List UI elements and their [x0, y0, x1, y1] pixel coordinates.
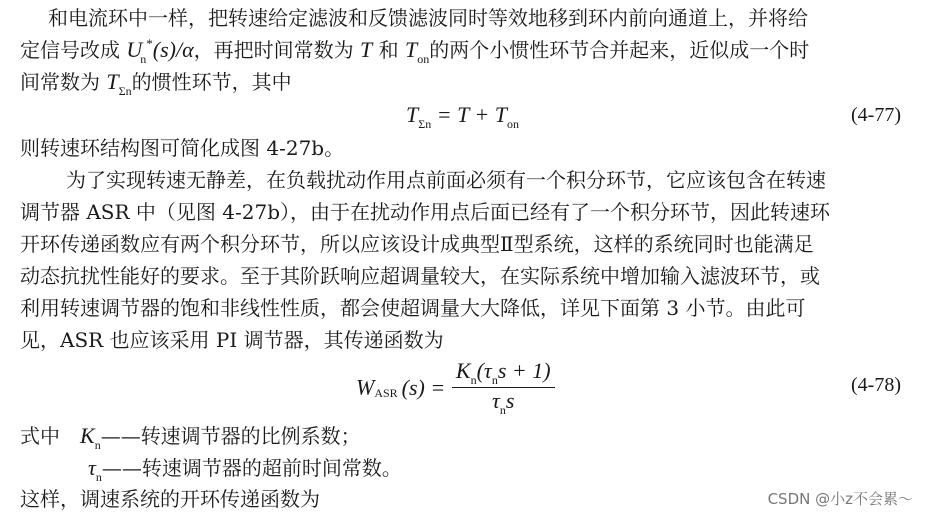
text: 和: [372, 38, 405, 62]
definition-text: ——转速调节器的比例系数；: [100, 424, 361, 448]
expression: (s)/α: [152, 37, 194, 62]
equation-lhs-arg: (s) =: [401, 374, 446, 400]
para2-line3: 开环传递函数应有两个积分环节，所以应该设计成典型Ⅱ型系统，这样的系统同时也能满足: [20, 232, 814, 256]
symbol-Ton: T: [404, 37, 418, 62]
superscript: *: [146, 36, 153, 51]
para2-line4: 动态抗扰性能好的要求。至于其阶跃响应超调量较大，在实际系统中增加输入滤波环节，或: [20, 264, 820, 288]
text: 的两个小惯性环节合并起来，近似成一个时: [429, 38, 810, 62]
subscript: n: [499, 403, 506, 417]
fraction-denominator: [452, 388, 555, 417]
symbol-tau: τ: [88, 455, 96, 480]
para2-line1: 为了实现转速无静差，在负载扰动作用点前面必须有一个积分环节，它应该包含在转速: [66, 168, 826, 192]
definition-text: ——转速调节器的超前时间常数。: [101, 456, 402, 480]
equation-rhs: = T + T: [431, 102, 507, 127]
equation-number-4-77: (4-77): [851, 104, 901, 126]
numerator-part: (τ: [476, 358, 492, 383]
symbol-W: W: [356, 374, 375, 400]
subscript: on: [417, 52, 430, 66]
fraction: [452, 358, 555, 417]
subscript: n: [470, 373, 477, 387]
watermark: CSDN @小z不会累～: [767, 490, 913, 508]
equation-4-78: [356, 358, 555, 417]
symbol-T: T: [359, 37, 373, 62]
subscript: Σn: [418, 117, 432, 131]
para2-line2: 调节器 ASR 中（见图 4-27b），由于在扰动作用点后面已经有了一个积分环节，因此转速环: [20, 200, 831, 224]
symbol-s: s: [505, 388, 515, 413]
definition-line1: [20, 422, 361, 453]
subscript: n: [95, 470, 102, 484]
definitions-label: 式中: [20, 424, 60, 448]
subscript: n: [94, 438, 101, 452]
symbol-K: K: [455, 358, 471, 383]
last-line: 这样，调速系统的开环传递函数为: [20, 487, 320, 511]
text: 的惯性环节，其中: [131, 70, 292, 94]
text: 定信号改成: [20, 38, 127, 62]
subscript: on: [507, 117, 519, 131]
symbol-K: K: [80, 423, 95, 448]
text: ，再把时间常数为: [193, 38, 360, 62]
subscript: Σn: [118, 84, 132, 98]
definition-line2: [88, 454, 402, 485]
fraction-numerator: [452, 358, 555, 388]
text: 间常数为: [20, 70, 107, 94]
para1-line1: 和电流环中一样，把转速给定滤波和反馈滤波同时等效地移到环内前向通道上，并将给: [48, 6, 808, 30]
subscript: n: [491, 373, 498, 387]
line-after-eq77: 则转速环结构图可简化成图 4-27b。: [20, 136, 345, 160]
para2-line5: 利用转速调节器的饱和非线性性质，都会使超调量大大降低，详见下面第 3 小节。由此可: [20, 296, 806, 320]
symbol-T: T: [106, 69, 119, 94]
symbol-T: T: [406, 102, 419, 127]
para2-line6: 见，ASR 也应该采用 PI 调节器，其传递函数为: [20, 328, 444, 352]
para1-line2: [20, 36, 809, 67]
numerator-part: s + 1): [497, 358, 551, 383]
subscript: ASR: [374, 386, 398, 400]
equation-number-4-78: (4-78): [851, 374, 901, 396]
para1-line3: [20, 68, 292, 99]
symbol-tau: τ: [492, 388, 500, 413]
subscript: n: [140, 52, 147, 66]
equation-4-77: [406, 102, 519, 131]
symbol-U: U: [126, 37, 143, 62]
